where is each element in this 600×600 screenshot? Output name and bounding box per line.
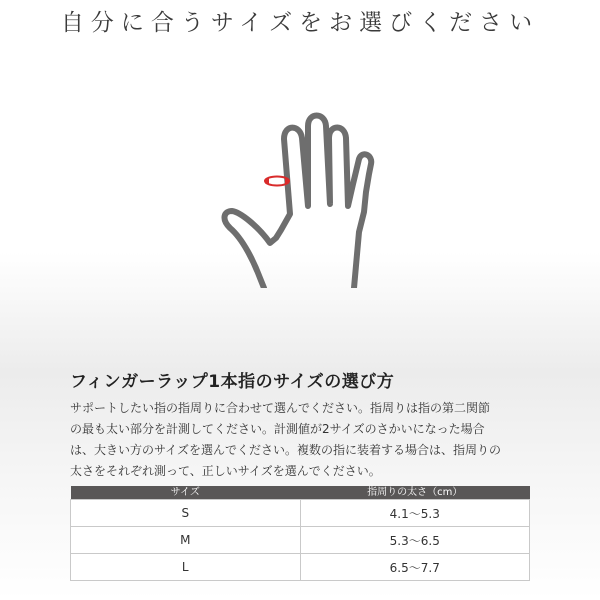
size-table (70, 486, 530, 581)
section-title: フィンガーラップ1本指のサイズの選び方 (70, 372, 395, 392)
size-cell: S (71, 500, 301, 527)
measuring-tape-icon (264, 177, 290, 186)
circumference-cell: 4.1〜5.3 (300, 500, 530, 527)
hand-outline (224, 116, 371, 289)
column-header-circumference: 指周りの太さ（cm） (300, 486, 530, 500)
hand-outline-icon (212, 112, 394, 288)
circumference-cell: 5.3〜6.5 (300, 527, 530, 554)
circumference-cell: 6.5〜7.7 (300, 554, 530, 581)
page-heading: 自分に合うサイズをお選びください (60, 10, 540, 36)
size-cell: L (71, 554, 301, 581)
table-row (71, 527, 530, 554)
table-row (71, 554, 530, 581)
size-cell: M (71, 527, 301, 554)
table-row (71, 500, 530, 527)
column-header-size: サイズ (71, 486, 301, 500)
size-guide-description: サポートしたい指の指周りに合わせて選んでください。指周りは指の第二関節 の最も太い部分を計測してください。計測値が2サイズのさかいになった場合 は、大きい方のサイズを選んでください。複数の指に装着する場合は、指周りの 太さをそれぞれ測って、正しいサイズを選んでください。 (70, 401, 502, 478)
table-header-row (71, 486, 530, 500)
